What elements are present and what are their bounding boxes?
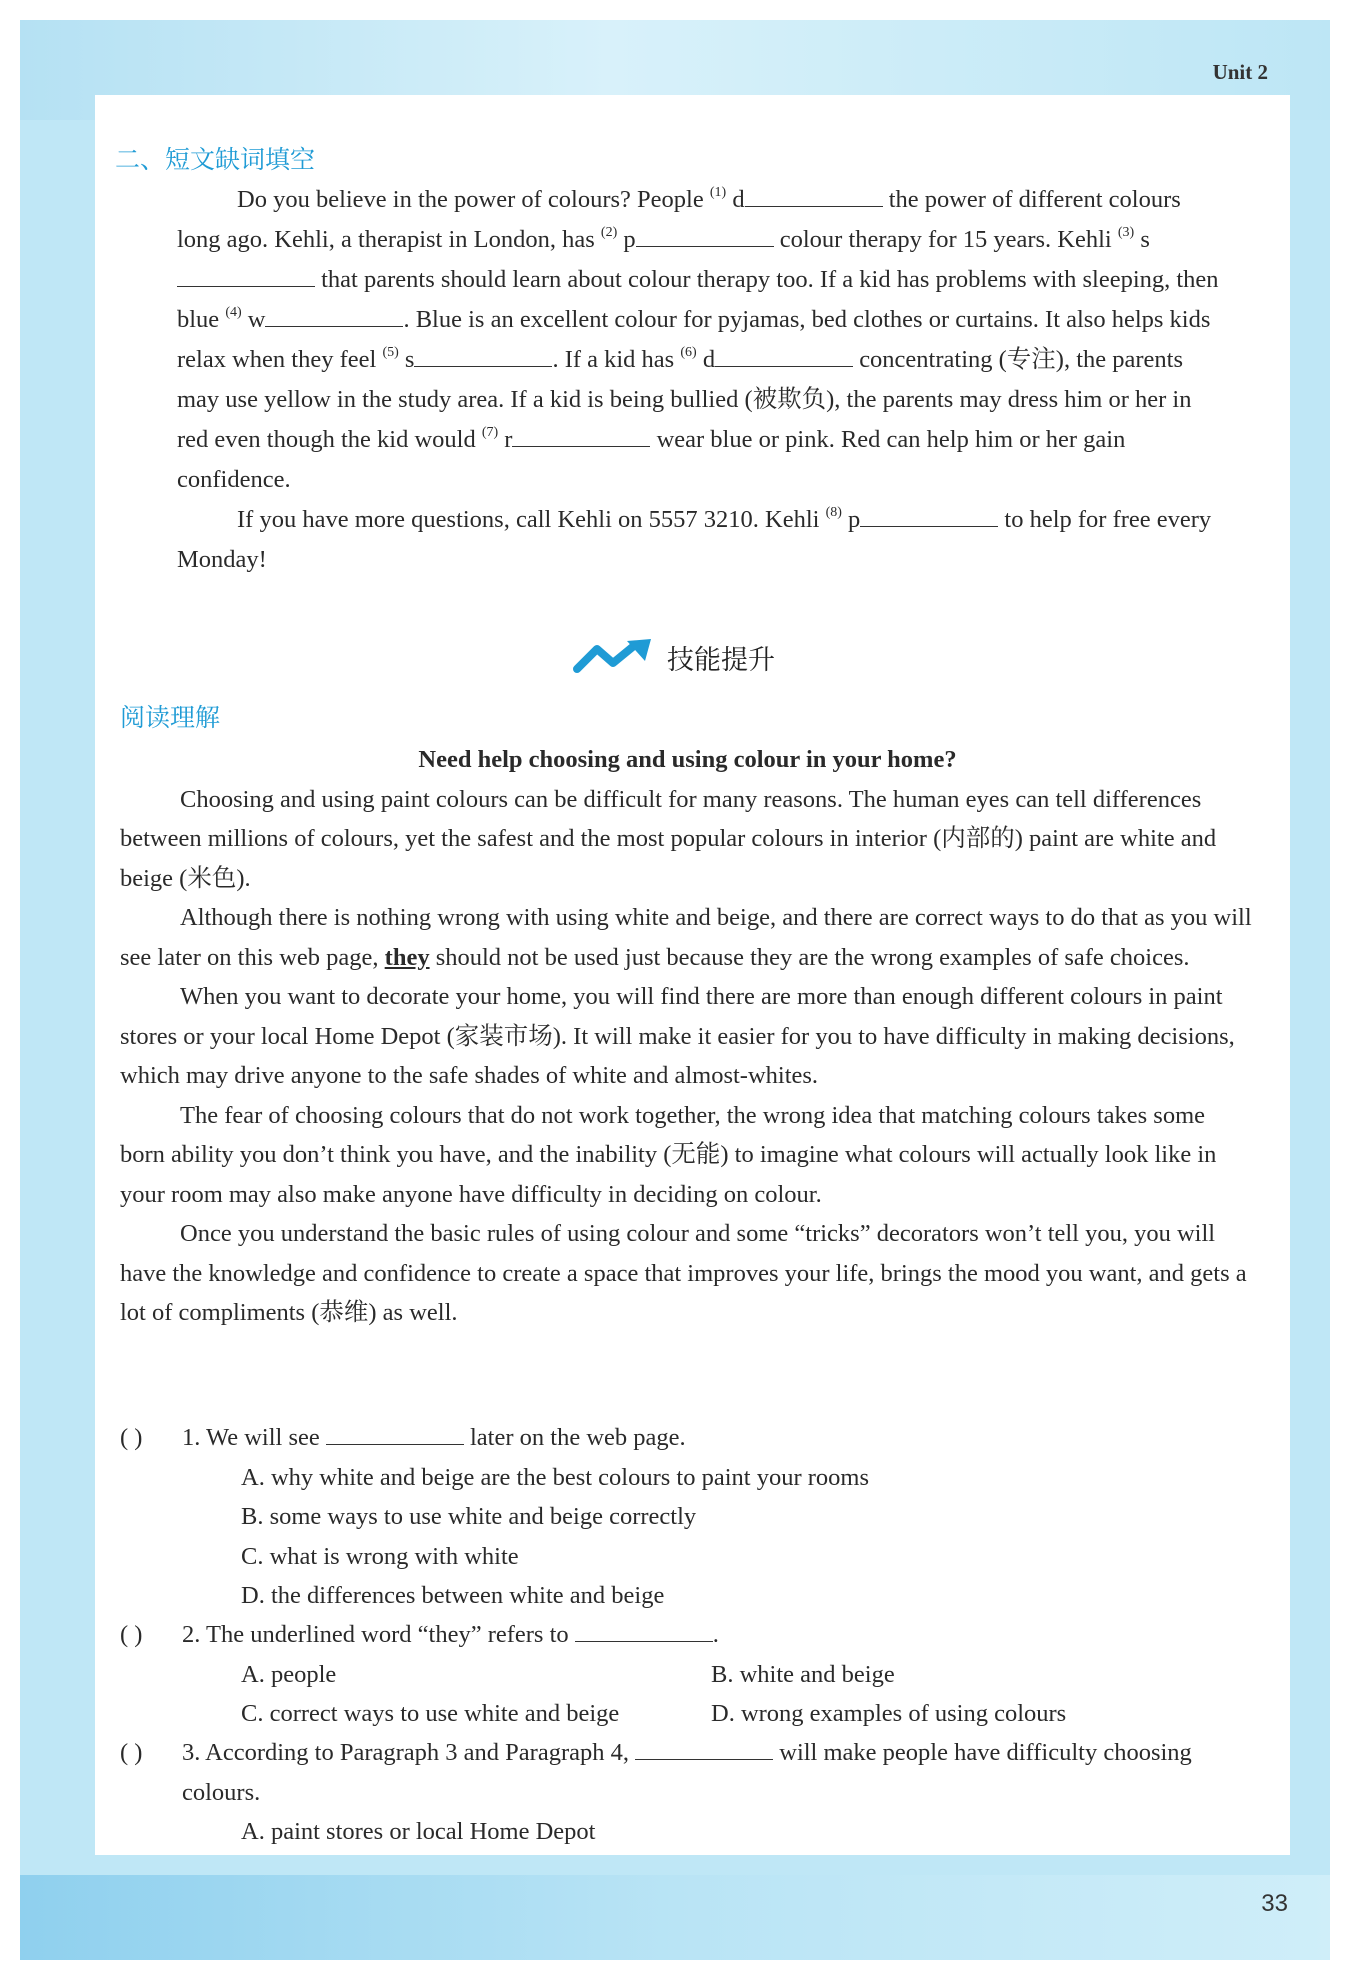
page-number: 33 [1261,1890,1288,1917]
passage-paragraph-2 [120,898,1255,977]
cloze-text: concentrating (专注), the parents may use yellow in the study area. If a kid is being bullied (被欺负), the parents may dress him or her in red even though the kid would [177,346,1192,453]
blank-initial: s [1134,226,1150,253]
passage-paragraph-1: Choosing and using paint colours can be difficult for many reasons. The human eyes can tell differences between millions of colours, yet the safest and the most popular colours in interior (内部的) paint are white and beige (米色). [120,785,1217,892]
blank-number: (2) [600,224,618,240]
blank-initial: p [841,506,861,533]
blank-2[interactable] [636,222,774,247]
blank-number: (4) [225,304,242,320]
cloze-text: If you have more questions, call Kehli on 5557 3210. Kehli [237,506,826,533]
blank-initial: r [498,426,513,453]
blank-initial: p [617,226,636,253]
unit-label: Unit 2 [1212,60,1268,84]
blank-1[interactable] [745,182,883,207]
option-b[interactable]: B. white and beige [711,1660,895,1688]
answer-parenthesis[interactable]: ( ) [120,1739,143,1766]
option-d[interactable]: D. wrong examples of using colours [711,1700,1067,1727]
option-c[interactable]: C. what is wrong with white [241,1542,519,1570]
passage-title: Need help choosing and using colour in your home? [418,746,957,773]
cloze-passage [177,180,1227,580]
question-stem: later on the web page. [463,1424,686,1451]
passage-paragraph-4: The fear of choosing colours that do not work together, the wrong idea that matching colours takes some born ability you don’t think you have, and the inability (无能) to imagine what colours will actually look like in your room may also make anyone have difficulty in deciding on colour. [120,1101,1217,1208]
option-list [241,1812,1260,1852]
option-c[interactable]: C. correct ways to use white and beige [241,1700,620,1727]
option-a[interactable]: A. paint stores or local Home Depot [241,1818,596,1845]
question-blank[interactable] [635,1735,773,1760]
cloze-paragraph-2 [177,500,1227,580]
paragraph-text: should not be used just because they are the wrong examples of safe choices. [429,943,1190,971]
cloze-section-heading: 二、短文缺词填空 [115,145,316,174]
question-3 [120,1733,1260,1852]
blank-number: (7) [481,424,499,440]
question-2 [120,1615,1260,1734]
skill-banner [573,632,775,682]
cloze-text: . If a kid has [552,346,681,373]
question-stem: will make people have difficulty choosing colours. [182,1739,1192,1806]
answer-parenthesis[interactable]: ( ) [120,1424,143,1451]
blank-number: (1) [709,184,727,200]
blank-6[interactable] [715,342,853,367]
cloze-text: the power of different colours long ago. Kehli, a therapist in London, has [177,186,1181,253]
cloze-text: . Blue is an excellent colour for pyjamas, bed clothes or curtains. It also helps kids relax when they feel [177,306,1211,373]
cloze-text: that parents should learn about colour therapy too. If a kid has problems with sleeping, then blue [177,266,1219,333]
blank-7[interactable] [512,422,650,447]
option-list [241,1655,1260,1734]
cloze-text: Do you believe in the power of colours? People [237,186,710,213]
blank-8[interactable] [860,502,998,527]
blank-initial: d [726,186,745,213]
reading-section-heading: 阅读理解 [120,703,221,732]
cloze-paragraph-1 [177,180,1227,500]
passage-paragraph-3: When you want to decorate your home, you will find there are more than enough different colours in paint stores or your local Home Depot (家装市场). It will make it easier for you to have difficulty in making decisions, which may drive anyone to the safe shades of white and almost-whites. [120,983,1235,1089]
option-b[interactable]: B. some ways to use white and beige correctly [241,1503,697,1530]
option-list [241,1458,1260,1616]
reading-passage [120,740,1255,1333]
passage-paragraph-5: Once you understand the basic rules of using colour and some “tricks” decorators won’t tell you, you will have the knowledge and confidence to create a space that improves your life, brings the mood you want, and gets a lot of compliments (恭维) as well. [120,1220,1247,1326]
blank-5[interactable] [414,342,552,367]
answer-parenthesis[interactable]: ( ) [120,1621,143,1648]
paragraph-text: Although there is nothing wrong with using white and beige, and there are correct ways to do that as you will see later on this web page, [120,904,1252,971]
trend-arrow-icon [573,639,655,675]
cloze-text: colour therapy for 15 years. Kehli [773,226,1118,253]
blank-initial: s [398,346,415,373]
question-blank[interactable] [326,1420,464,1445]
cloze-text: to help for free every Monday! [177,506,1212,573]
blank-initial: w [241,306,266,333]
blank-number: (6) [680,344,697,360]
underlined-word: they [384,943,430,971]
blank-number: (8) [825,504,842,520]
question-stem: 1. We will see [182,1424,326,1451]
skill-banner-title: 技能提升 [667,644,775,676]
cloze-text: wear blue or pink. Red can help him or her gain confidence. [177,426,1126,493]
bottom-banner [20,1875,1330,1960]
question-stem: 3. According to Paragraph 3 and Paragraph 4, [182,1739,636,1766]
blank-number: (5) [382,344,399,360]
option-a[interactable]: A. people [241,1660,337,1688]
blank-3[interactable] [177,262,315,287]
blank-number: (3) [1117,224,1135,240]
blank-initial: d [696,346,716,373]
question-stem: . [712,1621,719,1648]
question-1 [120,1418,1260,1616]
option-d[interactable]: D. the differences between white and beige [241,1582,665,1609]
blank-4[interactable] [265,302,403,327]
question-blank[interactable] [575,1617,713,1642]
question-stem: 2. The underlined word “they” refers to [182,1621,575,1648]
option-a[interactable]: A. why white and beige are the best colours to paint your rooms [241,1463,870,1491]
